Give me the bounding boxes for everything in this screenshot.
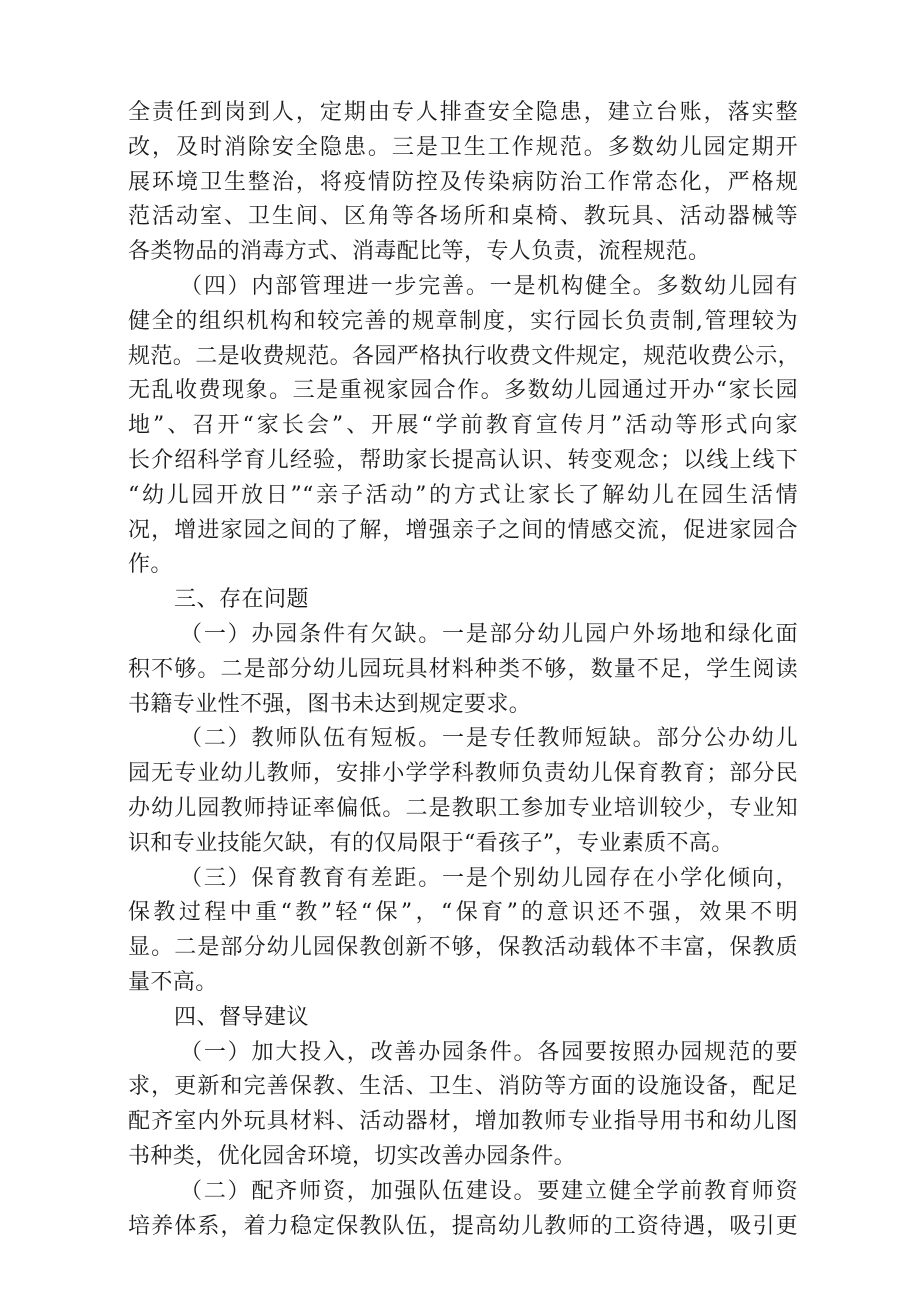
section-heading: 三、存在问题 [174, 587, 310, 613]
paragraph-line: 作。 [128, 552, 173, 578]
paragraph-line: 地”、召开“家长会”、开展“学前教育宣传月”活动等形式向家 [128, 413, 798, 439]
document-body [128, 96, 801, 1244]
paragraph-line: 配齐室内外玩具材料、活动器材，增加教师专业指导用书和幼儿图 [128, 1109, 798, 1135]
paragraph-line: 求，更新和完善保教、生活、卫生、消防等方面的设施设备，配足 [128, 1074, 798, 1100]
paragraph-first-line: （四）内部管理进一步完善。一是机构健全。多数幼儿园有 [180, 273, 798, 299]
paragraph-line: 量不高。 [128, 969, 218, 995]
paragraph-line: 园无专业幼儿教师，安排小学学科教师负责幼儿保育教育；部分民 [128, 761, 798, 787]
paragraph-line: “幼儿园开放日”“亲子活动”的方式让家长了解幼儿在园生活情 [128, 482, 798, 508]
paragraph-line: 办幼儿园教师持证率偏低。二是教职工参加专业培训较少，专业知 [128, 795, 798, 821]
paragraph-line: 无乱收费现象。三是重视家园合作。多数幼儿园通过开办“家长园 [128, 378, 798, 404]
paragraph-line: 书种类，优化园舍环境，切实改善办园条件。 [128, 1143, 577, 1169]
paragraph-first-line: （一）加大投入，改善办园条件。各园要按照办园规范的要 [180, 1039, 798, 1065]
paragraph-line: 况，增进家园之间的了解，增强亲子之间的情感交流，促进家园合 [128, 517, 798, 543]
paragraph-line: 保教过程中重“教”轻“保”，“保育”的意识还不强，效果不明 [128, 900, 798, 926]
paragraph-line: 长介绍科学育儿经验，帮助家长提高认识、转变观念；以线上线下 [128, 447, 798, 473]
paragraph-line: 识和专业技能欠缺，有的仅局限于“看孩子”，专业素质不高。 [128, 830, 734, 856]
paragraph-line: 培养体系，着力稳定保教队伍，提高幼儿教师的工资待遇，吸引更 [128, 1213, 798, 1239]
section-heading: 四、督导建议 [174, 1004, 310, 1030]
paragraph-line: 范活动室、卫生间、区角等各场所和桌椅、教玩具、活动器械等 [128, 204, 798, 230]
paragraph-line: 健全的组织机构和较完善的规章制度，实行园长负责制,管理较为 [128, 308, 798, 334]
paragraph-line: 积不够。二是部分幼儿园玩具材料种类不够，数量不足，学生阅读 [128, 656, 798, 682]
paragraph-first-line: （二）配齐师资，加强队伍建设。要建立健全学前教育师资 [180, 1178, 798, 1204]
paragraph-line: 规范。二是收费规范。各园严格执行收费文件规定，规范收费公示， [128, 343, 801, 369]
paragraph-first-line: （二）教师队伍有短板。一是专任教师短缺。部分公办幼儿 [180, 726, 798, 752]
paragraph-first-line: （三）保育教育有差距。一是个别幼儿园存在小学化倾向， [180, 865, 798, 891]
paragraph-line: 书籍专业性不强，图书未达到规定要求。 [128, 691, 532, 717]
paragraph-line: 改，及时消除安全隐患。三是卫生工作规范。多数幼儿园定期开 [128, 134, 798, 160]
paragraph-first-line: （一）办园条件有欠缺。一是部分幼儿园户外场地和绿化面 [180, 621, 798, 647]
paragraph-line: 展环境卫生整治，将疫情防控及传染病防治工作常态化，严格规 [128, 169, 798, 195]
paragraph-line: 全责任到岗到人，定期由专人排查安全隐患，建立台账，落实整 [128, 100, 798, 125]
paragraph-line: 各类物品的消毒方式、消毒配比等，专人负责，流程规范。 [128, 239, 711, 265]
paragraph-line: 显。二是部分幼儿园保教创新不够，保教活动载体不丰富，保教质 [128, 935, 798, 961]
